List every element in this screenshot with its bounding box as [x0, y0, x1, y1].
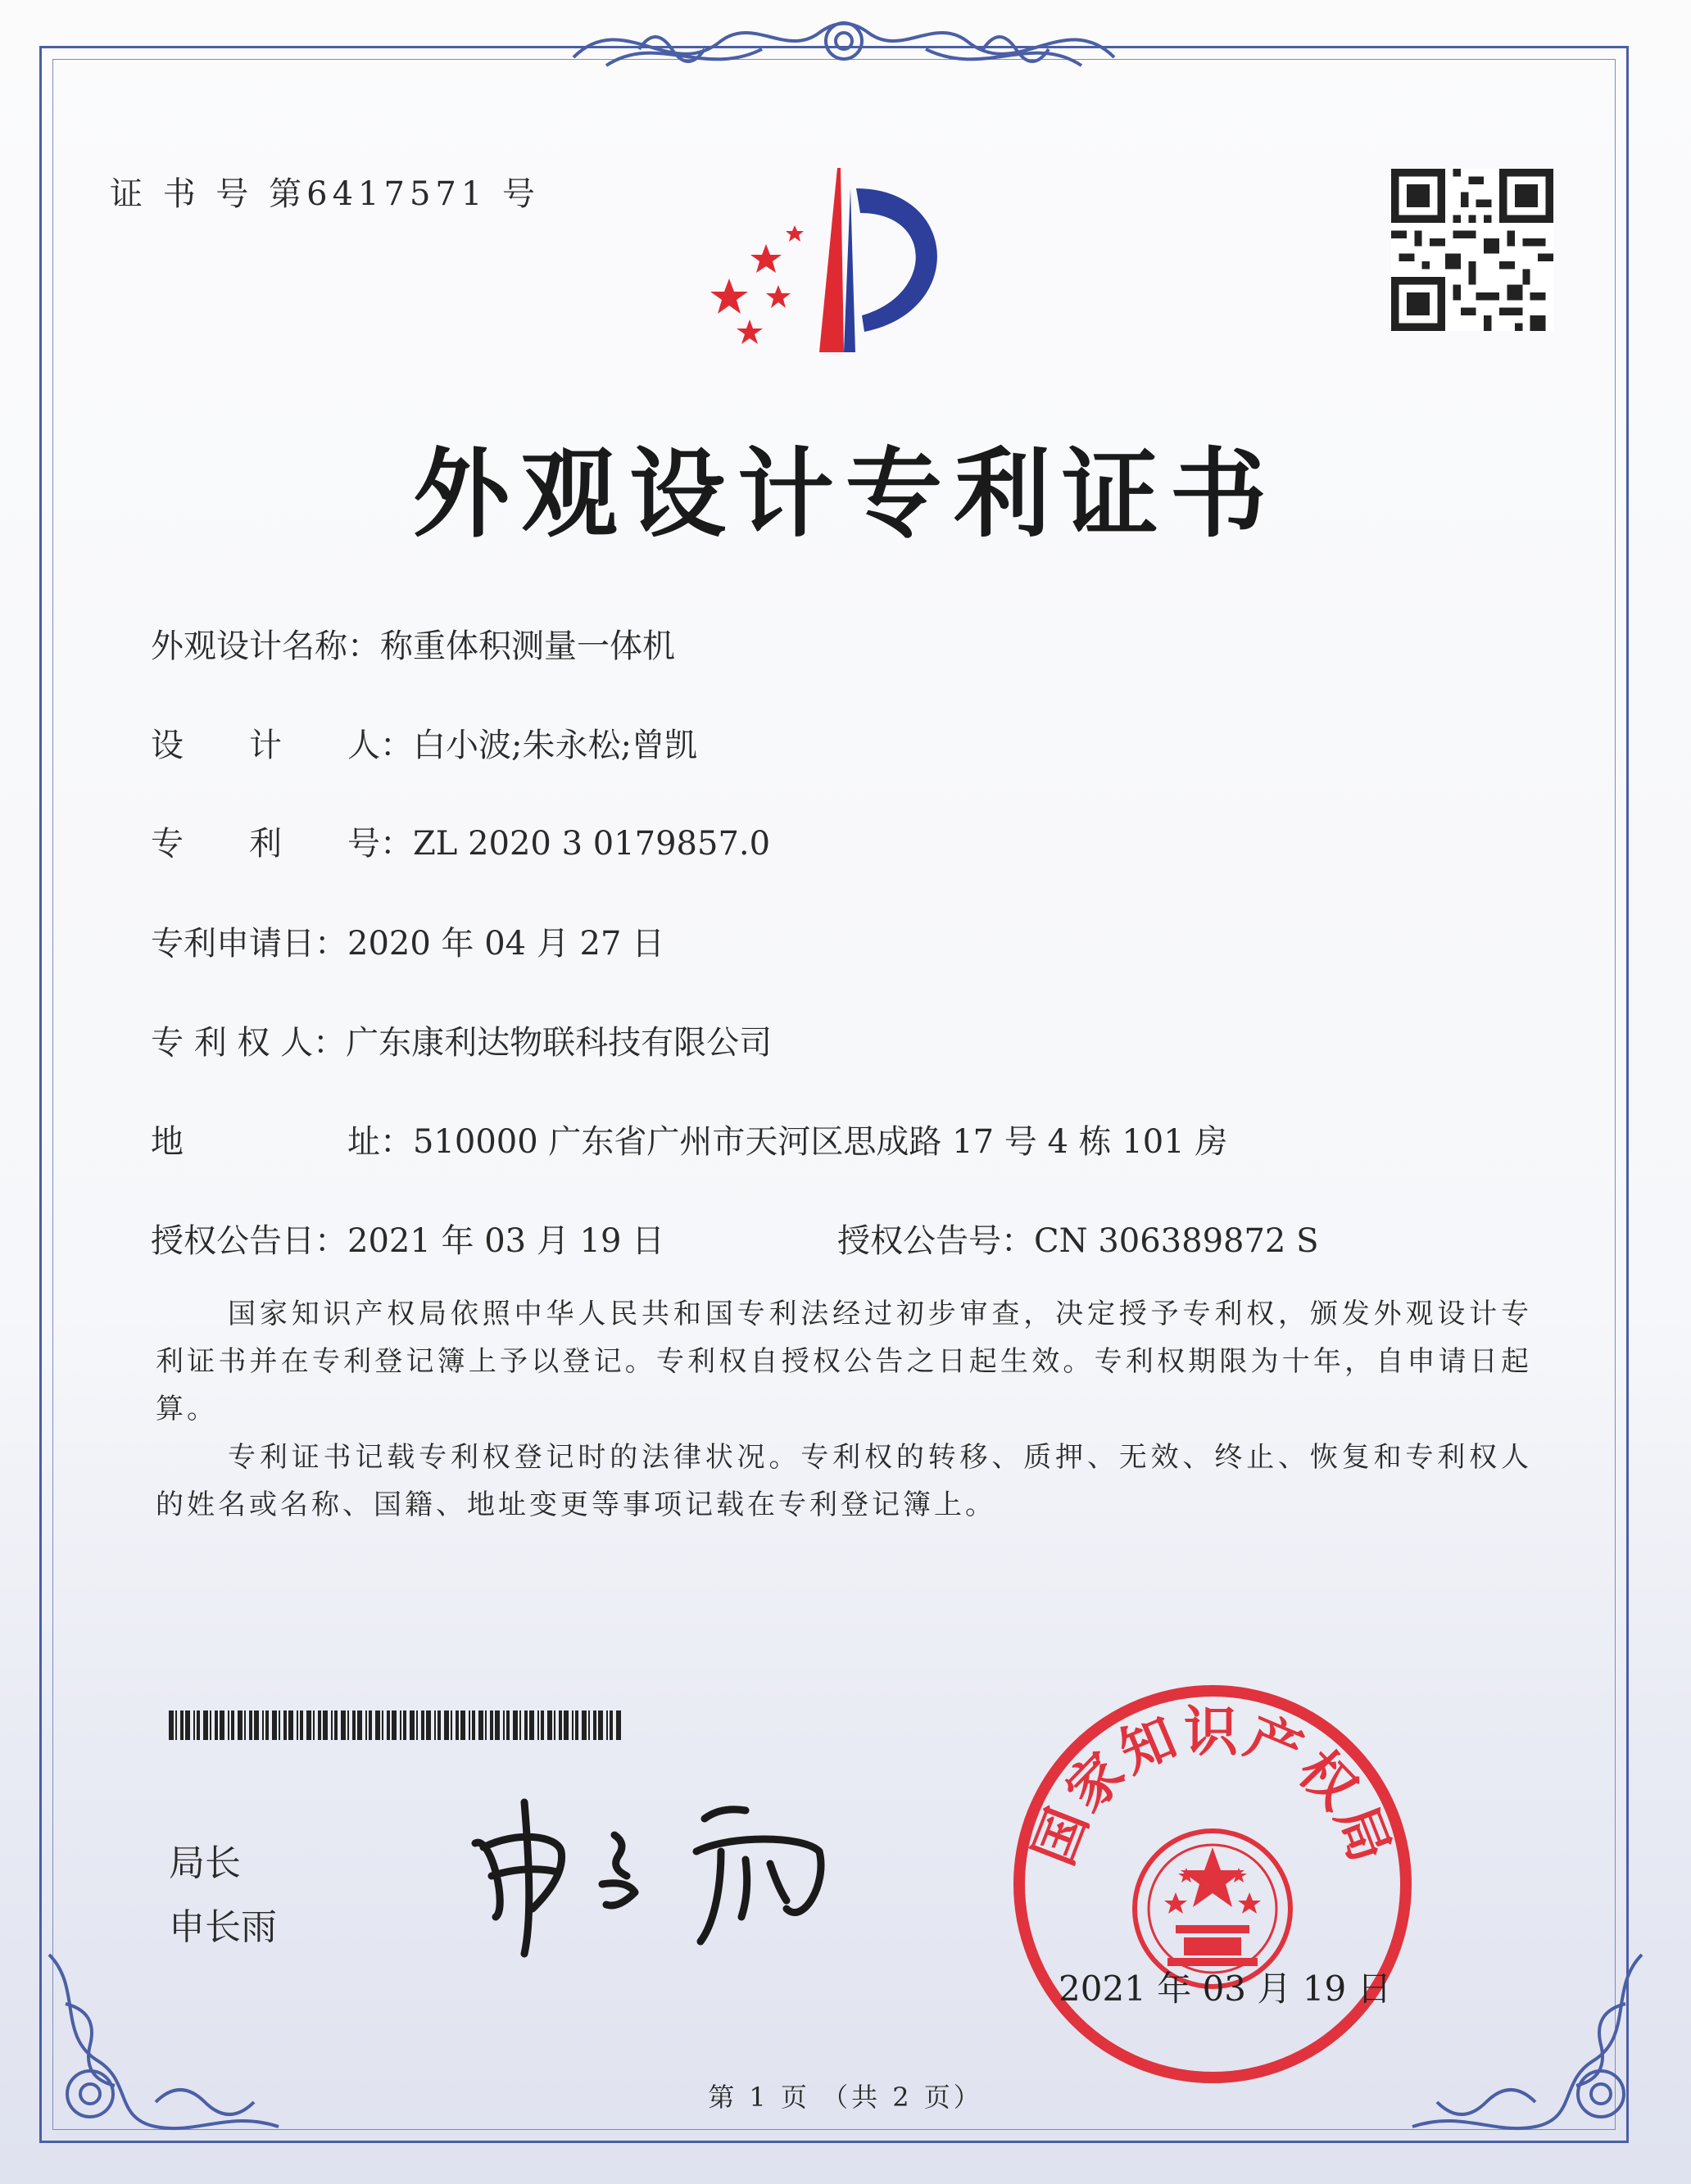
patentee-label: 专 利 权 人：	[151, 1024, 347, 1062]
row-patent-no	[151, 818, 770, 864]
row-grant-no	[837, 1215, 1318, 1262]
row-grant-date	[151, 1215, 664, 1262]
filing-date-label: 专利申请日：	[151, 925, 347, 963]
director-name: 申长雨	[169, 1906, 277, 1948]
patentee-value: 广东康利达物联科技有限公司	[346, 1024, 773, 1062]
certificate-title: 外观设计专利证书	[412, 437, 1278, 551]
cnipa-logo	[688, 156, 975, 360]
design-name-value: 称重体积测量一体机	[380, 628, 675, 665]
address-value: 510000 广东省广州市天河区思成路 17 号 4 栋 101 房	[413, 1123, 1228, 1161]
designer-value: 白小波;朱永松;曾凯	[413, 727, 697, 764]
qr-code	[1383, 169, 1562, 331]
filing-date-value: 2020 年 04 月 27 日	[347, 925, 665, 963]
handwritten-signature	[459, 1786, 852, 1966]
director-title: 局长	[169, 1842, 241, 1884]
designer-label: 设 计 人：	[151, 727, 413, 764]
row-designer	[151, 719, 697, 766]
address-label: 地 址：	[151, 1123, 413, 1161]
corner-ornament-right	[1396, 1905, 1658, 2151]
barcode	[169, 1710, 624, 1740]
statement-paragraph-2: 专利证书记载专利权登记时的法律状况。专利权的转移、质押、无效、终止、恢复和专利权人的姓名或名称、国籍、地址变更等事项记载在专利登记簿上。	[156, 1441, 1532, 1521]
row-patentee	[151, 1017, 772, 1063]
row-address	[151, 1116, 1227, 1162]
grant-date-label: 授权公告日：	[151, 1222, 347, 1260]
row-design-name	[151, 620, 675, 667]
seal-text: 国家知识产权局	[1022, 1700, 1403, 1874]
grant-no-label: 授权公告号：	[837, 1222, 1034, 1260]
patent-no-label: 专 利 号：	[151, 825, 413, 863]
statement-paragraph-1: 国家知识产权局依照中华人民共和国专利法经过初步审查，决定授予专利权，颁发外观设计专利证书并在专利登记簿上予以登记。专利权自授权公告之日起生效。专利权期限为十年，自申请日起算。	[156, 1298, 1532, 1425]
top-ornament	[557, 0, 1131, 90]
page-number: 第 1 页 （共 2 页）	[708, 2082, 983, 2113]
certificate-number: 证 书 号 第6417571 号	[110, 175, 541, 213]
seal-date: 2021 年 03 月 19 日	[1059, 1969, 1392, 2009]
grant-date-value: 2021 年 03 月 19 日	[347, 1222, 665, 1260]
patent-no-value: ZL 2020 3 0179857.0	[413, 825, 771, 863]
official-seal	[1000, 1671, 1426, 2097]
grant-no-value: CN 306389872 S	[1034, 1222, 1319, 1260]
design-name-label: 外观设计名称：	[151, 628, 380, 665]
row-filing-date	[151, 918, 664, 964]
